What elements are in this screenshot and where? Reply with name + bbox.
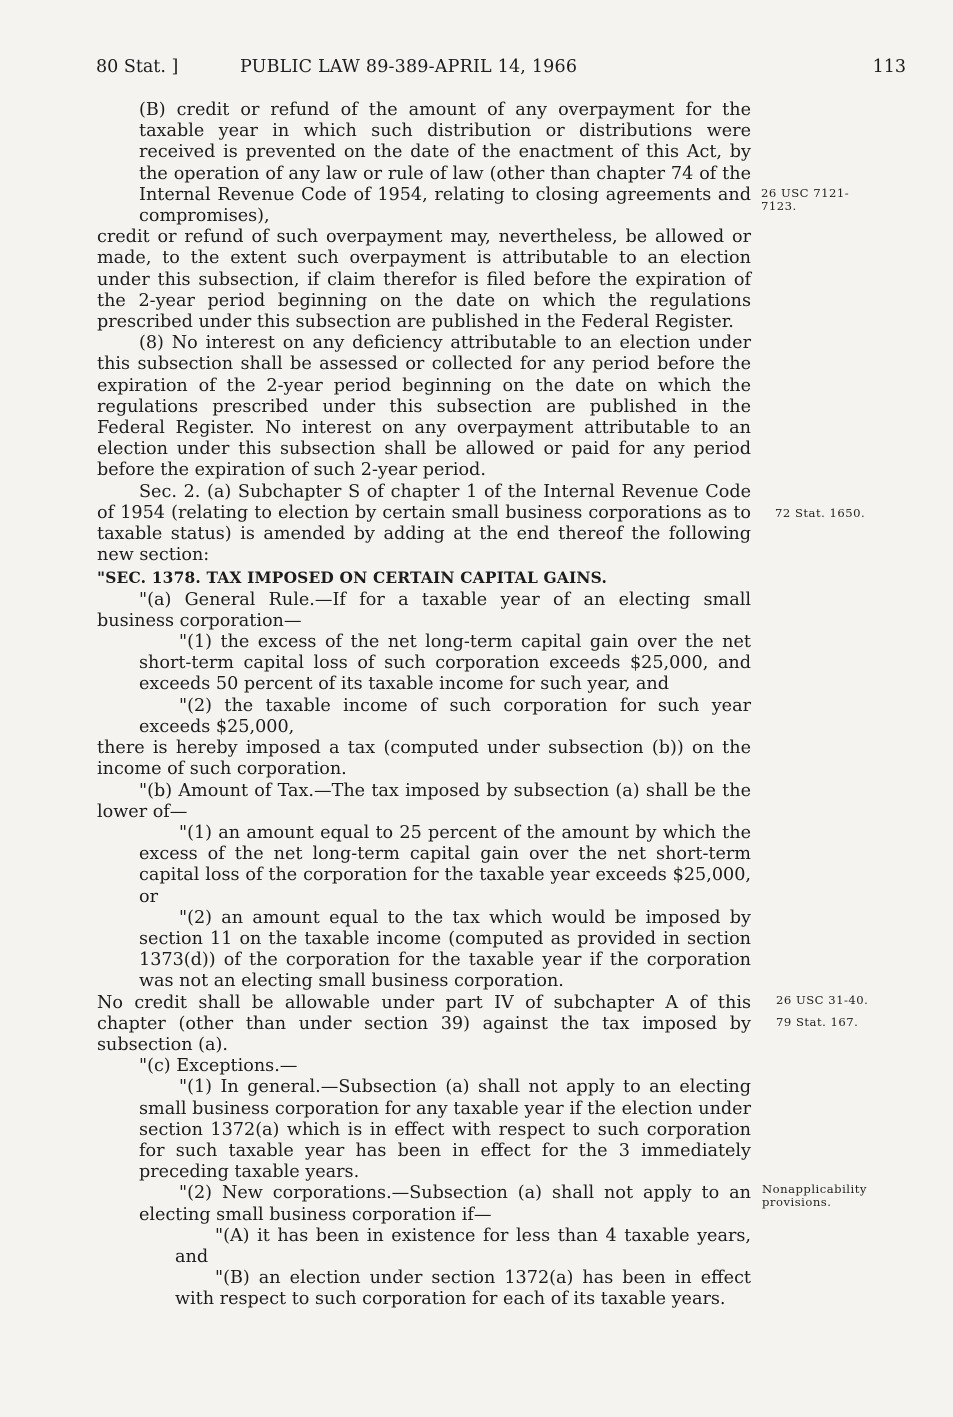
paragraph-c2: "(2) New corporations.—Subsection (a) shall not apply to an electing small business corporation if— [139,1183,751,1225]
paragraph-exceptions: "(c) Exceptions.— [139,1056,298,1077]
paragraph-sec-2: Sec. 2. (a) Subchapter S of chapter 1 of the Internal Revenue Code of 1954 (relating to election by certain small business corporations as to taxable status) is amended by adding at the end thereof the following new section: [97,481,751,566]
margin-note-nonapplicability: Nonapplicability provisions. [762,1182,867,1209]
section-heading: "SEC. 1378. TAX IMPOSED ON CERTAIN CAPITAL GAINS. [97,569,608,588]
law-title: PUBLIC LAW 89-389-APRIL 14, 1966 [240,57,578,77]
margin-note-72-stat: 72 Stat. 1650. [775,506,866,520]
paragraph-amount-of-tax: "(b) Amount of Tax.—The tax imposed by subsection (a) shall be the lower of— [97,780,751,822]
margin-note-79-stat: 79 Stat. 167. [776,1015,859,1029]
paragraph-c1: "(1) In general.—Subsection (a) shall not apply to an electing small business corporation for any taxable year if the election under section 1372(a) which is in effect with respect to such corporation for such taxable year has been in effect for the 3 immediately preceding taxable years. [139,1077,751,1183]
paragraph-general-rule: "(a) General Rule.—If for a taxable year of an electing small business corporation— [97,589,751,631]
paragraph-8: (8) No interest on any deficiency attributable to an election under this subsection shall be assessed or collected for any period before the expiration of the 2-year period beginning on the date on which the regulations prescribed under this subsection are published in the Federal Register. No interest on any overpayment attributable to an election under this subsection shall be allowed or paid for any period before the expiration of such 2-year period. [97,333,751,481]
paragraph-no-credit: No credit shall be allowable under part IV of subchapter A of this chapter (other than under section 39) against the tax imposed by subsection (a). [97,992,751,1055]
page-number: 113 [872,57,906,77]
paragraph-c2b: "(B) an election under section 1372(a) has been in effect with respect to such corporation for each of its taxable years. [175,1268,751,1310]
paragraph-tax-imposed: there is hereby imposed a tax (computed under subsection (b)) on the income of such corporation. [97,738,751,780]
paragraph-b1: "(1) an amount equal to 25 percent of the amount by which the excess of the net long-term capital gain over the net short-term capital loss of the corporation for the taxable year exceeds $25,000, or [139,822,751,907]
margin-note-26-usc-7121: 26 USC 7121-7123. [761,186,850,213]
paragraph-7b: (B) credit or refund of the amount of any overpayment for the taxable year in which such distribution or distributions were received is prevented on the date of the enactment of this Act, by the operation of any law or rule of law (other than chapter 74 of the Internal Revenue Code of 1954, relating to closing agreements and compromises), [139,100,751,227]
paragraph-c2a: "(A) it has been in existence for less than 4 taxable years, and [175,1225,751,1267]
volume-reference: 80 Stat. ] [96,57,179,77]
paragraph-credit-refund: credit or refund of such overpayment may, nevertheless, be allowed or made, to the extent such overpayment is attributable to an election under this subsection, if claim therefor is filed before the expiration of the 2-year period beginning on the date on which the regulations prescribed under this subsection are published in the Federal Register. [97,227,751,333]
page-header [96,57,906,83]
paragraph-b2: "(2) an amount equal to the tax which would be imposed by section 11 on the taxable income (computed as provided in section 1373(d)) of the corporation for the taxable year if the corporation was not an electing small business corporation. [139,907,751,992]
document-body [97,100,751,1311]
paragraph-a1: "(1) the excess of the net long-term capital gain over the net short-term capital loss of such corporation exceeds $25,000, and exceeds 50 percent of its taxable income for such year, and [139,632,751,695]
paragraph-a2: "(2) the taxable income of such corporation for such year exceeds $25,000, [139,695,751,737]
margin-note-26-usc-31: 26 USC 31-40. [776,993,869,1007]
